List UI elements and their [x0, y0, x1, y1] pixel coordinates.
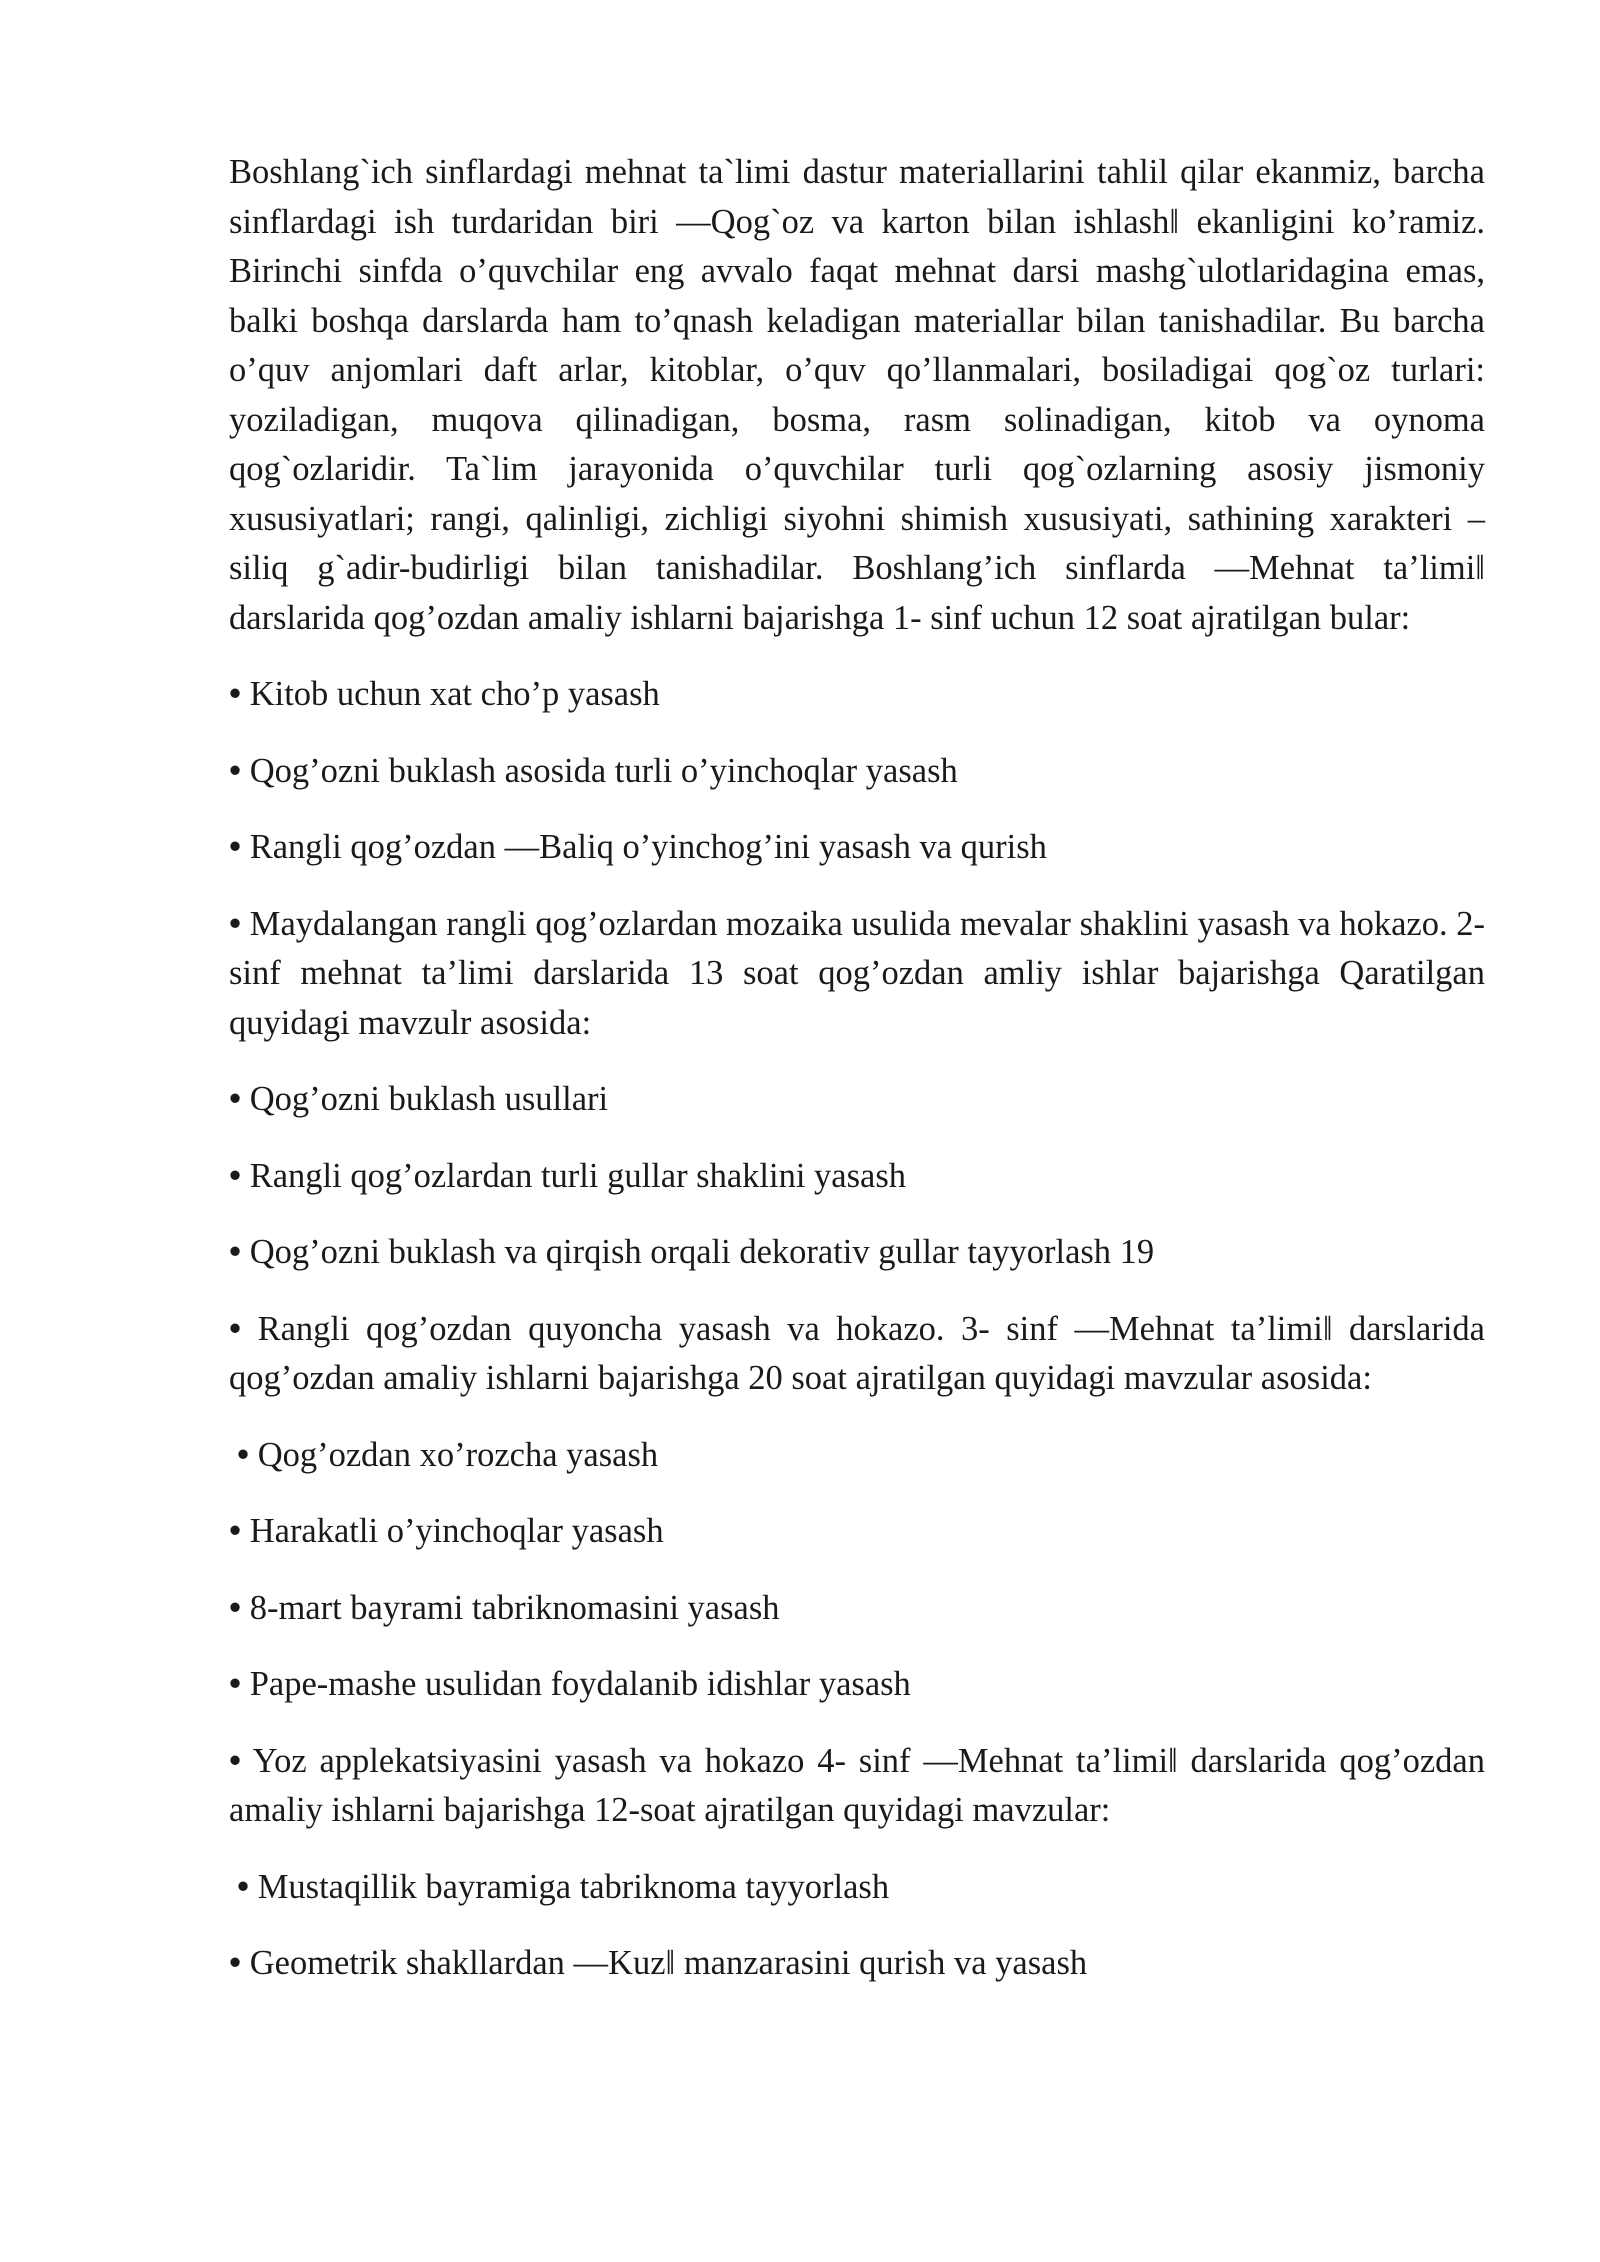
- list-item: [229, 1507, 1485, 1557]
- list-item-text: Pape-mashe usulidan foydalanib idishlar yasash: [249, 1665, 911, 1703]
- list-item-text: Qog’ozni buklash usullari: [249, 1080, 609, 1118]
- list-item-text: Yoz applekatsiyasini yasash va hokazo 4- sinf ―Mehnat ta’limi‖ darslarida qog’ozdan amaliy ishlarni bajarishga 12-soat ajratilgan quyidagi mavzular:: [229, 1741, 1485, 1829]
- list-item: [229, 670, 1485, 720]
- bullet-icon: •: [229, 1233, 242, 1271]
- list-item-text: Mustaqillik bayramiga tabriknoma tayyorlash: [257, 1867, 890, 1906]
- bullet-icon: •: [229, 904, 242, 943]
- bullet-icon: •: [229, 1741, 242, 1780]
- bullet-icon: •: [237, 1435, 250, 1474]
- list-item-text: Qog’ozdan xo’rozcha yasash: [257, 1435, 659, 1474]
- list-item-text: Geometrik shakllardan ―Kuz‖ manzarasini qurish va yasash: [249, 1944, 1088, 1982]
- bullet-icon: •: [229, 1512, 242, 1550]
- list-item-text: Rangli qog’ozlardan turli gullar shaklini yasash: [249, 1156, 907, 1195]
- list-item: [229, 823, 1485, 873]
- list-item-text: 8-mart bayrami tabriknomasini yasash: [249, 1588, 780, 1627]
- list-item: [229, 1305, 1485, 1404]
- list-item: [229, 1584, 1485, 1634]
- list-item: [229, 1075, 1485, 1125]
- list-item: [229, 1863, 1485, 1913]
- list-item-text: Qog’ozni buklash asosida turli o’yinchoqlar yasash: [249, 751, 958, 790]
- bullet-icon: •: [229, 1588, 242, 1627]
- list-item-text: Kitob uchun xat cho’p yasash: [249, 675, 660, 713]
- list-item-text: Qog’ozni buklash va qirqish orqali dekorativ gullar tayyorlash 19: [249, 1233, 1155, 1271]
- list-item-text: Rangli qog’ozdan ―Baliq o’yinchog’ini yasash va qurish: [249, 828, 1047, 866]
- bullet-icon: •: [229, 828, 242, 866]
- intro-paragraph: Boshlang`ich sinflardagi mehnat ta`limi dastur materiallarini tahlil qilar ekanmiz, barcha sinflardagi ish turdaridan biri ―Qog`oz va karton bilan ishlash‖ ekanligini ko’ramiz. Birinchi sinfda o’quvchilar eng avvalo faqat mehnat darsi mashg`ulotlaridagina emas, balki boshqa darslarda ham to’qnash keladigan materiallar bilan tanishadilar. Bu barcha o’quv anjomlari daft arlar, kitoblar, o’quv qo’llanmalari, bosiladigai qog`oz turlari: yoziladigan, muqova qilinadigan, bosma, rasm solinadigan, kitob va oynoma qog`ozlaridir. Ta`lim jarayonida o’quvchilar turli qog`ozlarning asosiy jismoniy xususiyatlari; rangi, qalinligi, zichligi siyohni shimish xususiyati, sathining xarakteri – siliq g`adir-budirligi bilan tanishadilar. Boshlang’ich sinflarda ―Mehnat ta’limi‖ darslarida qog’ozdan amaliy ishlarni bajarishga 1- sinf uchun 12 soat ajratilgan bular:: [229, 153, 1485, 637]
- list-item: [229, 1152, 1485, 1202]
- list-item: [229, 1228, 1485, 1278]
- list-item-text: Rangli qog’ozdan quyoncha yasash va hokazo. 3- sinf ―Mehnat ta’limi‖ darslarida qog’ozdan amaliy ishlarni bajarishga 20 soat ajratilgan quyidagi mavzular asosida:: [229, 1309, 1485, 1397]
- bullet-icon: •: [229, 1665, 242, 1703]
- document-page: [229, 148, 1485, 1989]
- list-item-text: Harakatli o’yinchoqlar yasash: [249, 1512, 664, 1550]
- bullet-icon: •: [229, 1156, 242, 1195]
- list-item: [229, 1939, 1485, 1989]
- list-item: [229, 747, 1485, 797]
- list-item: [229, 900, 1485, 1049]
- list-item: [229, 1660, 1485, 1710]
- bullet-icon: •: [229, 1080, 242, 1118]
- bullet-icon: •: [229, 1944, 242, 1982]
- bullet-icon: •: [229, 751, 242, 790]
- bullet-icon: •: [229, 1309, 242, 1348]
- list-item: [229, 1431, 1485, 1481]
- bullet-icon: •: [229, 675, 242, 713]
- bullet-icon: •: [237, 1867, 250, 1906]
- list-item-text: Maydalangan rangli qog’ozlardan mozaika usulida mevalar shaklini yasash va hokazo. 2- sinf mehnat ta’limi darslarida 13 soat qog’ozdan amliy ishlar bajarishga Qaratilgan quyidagi mavzulr asosida:: [229, 904, 1486, 1042]
- list-item: [229, 1737, 1485, 1836]
